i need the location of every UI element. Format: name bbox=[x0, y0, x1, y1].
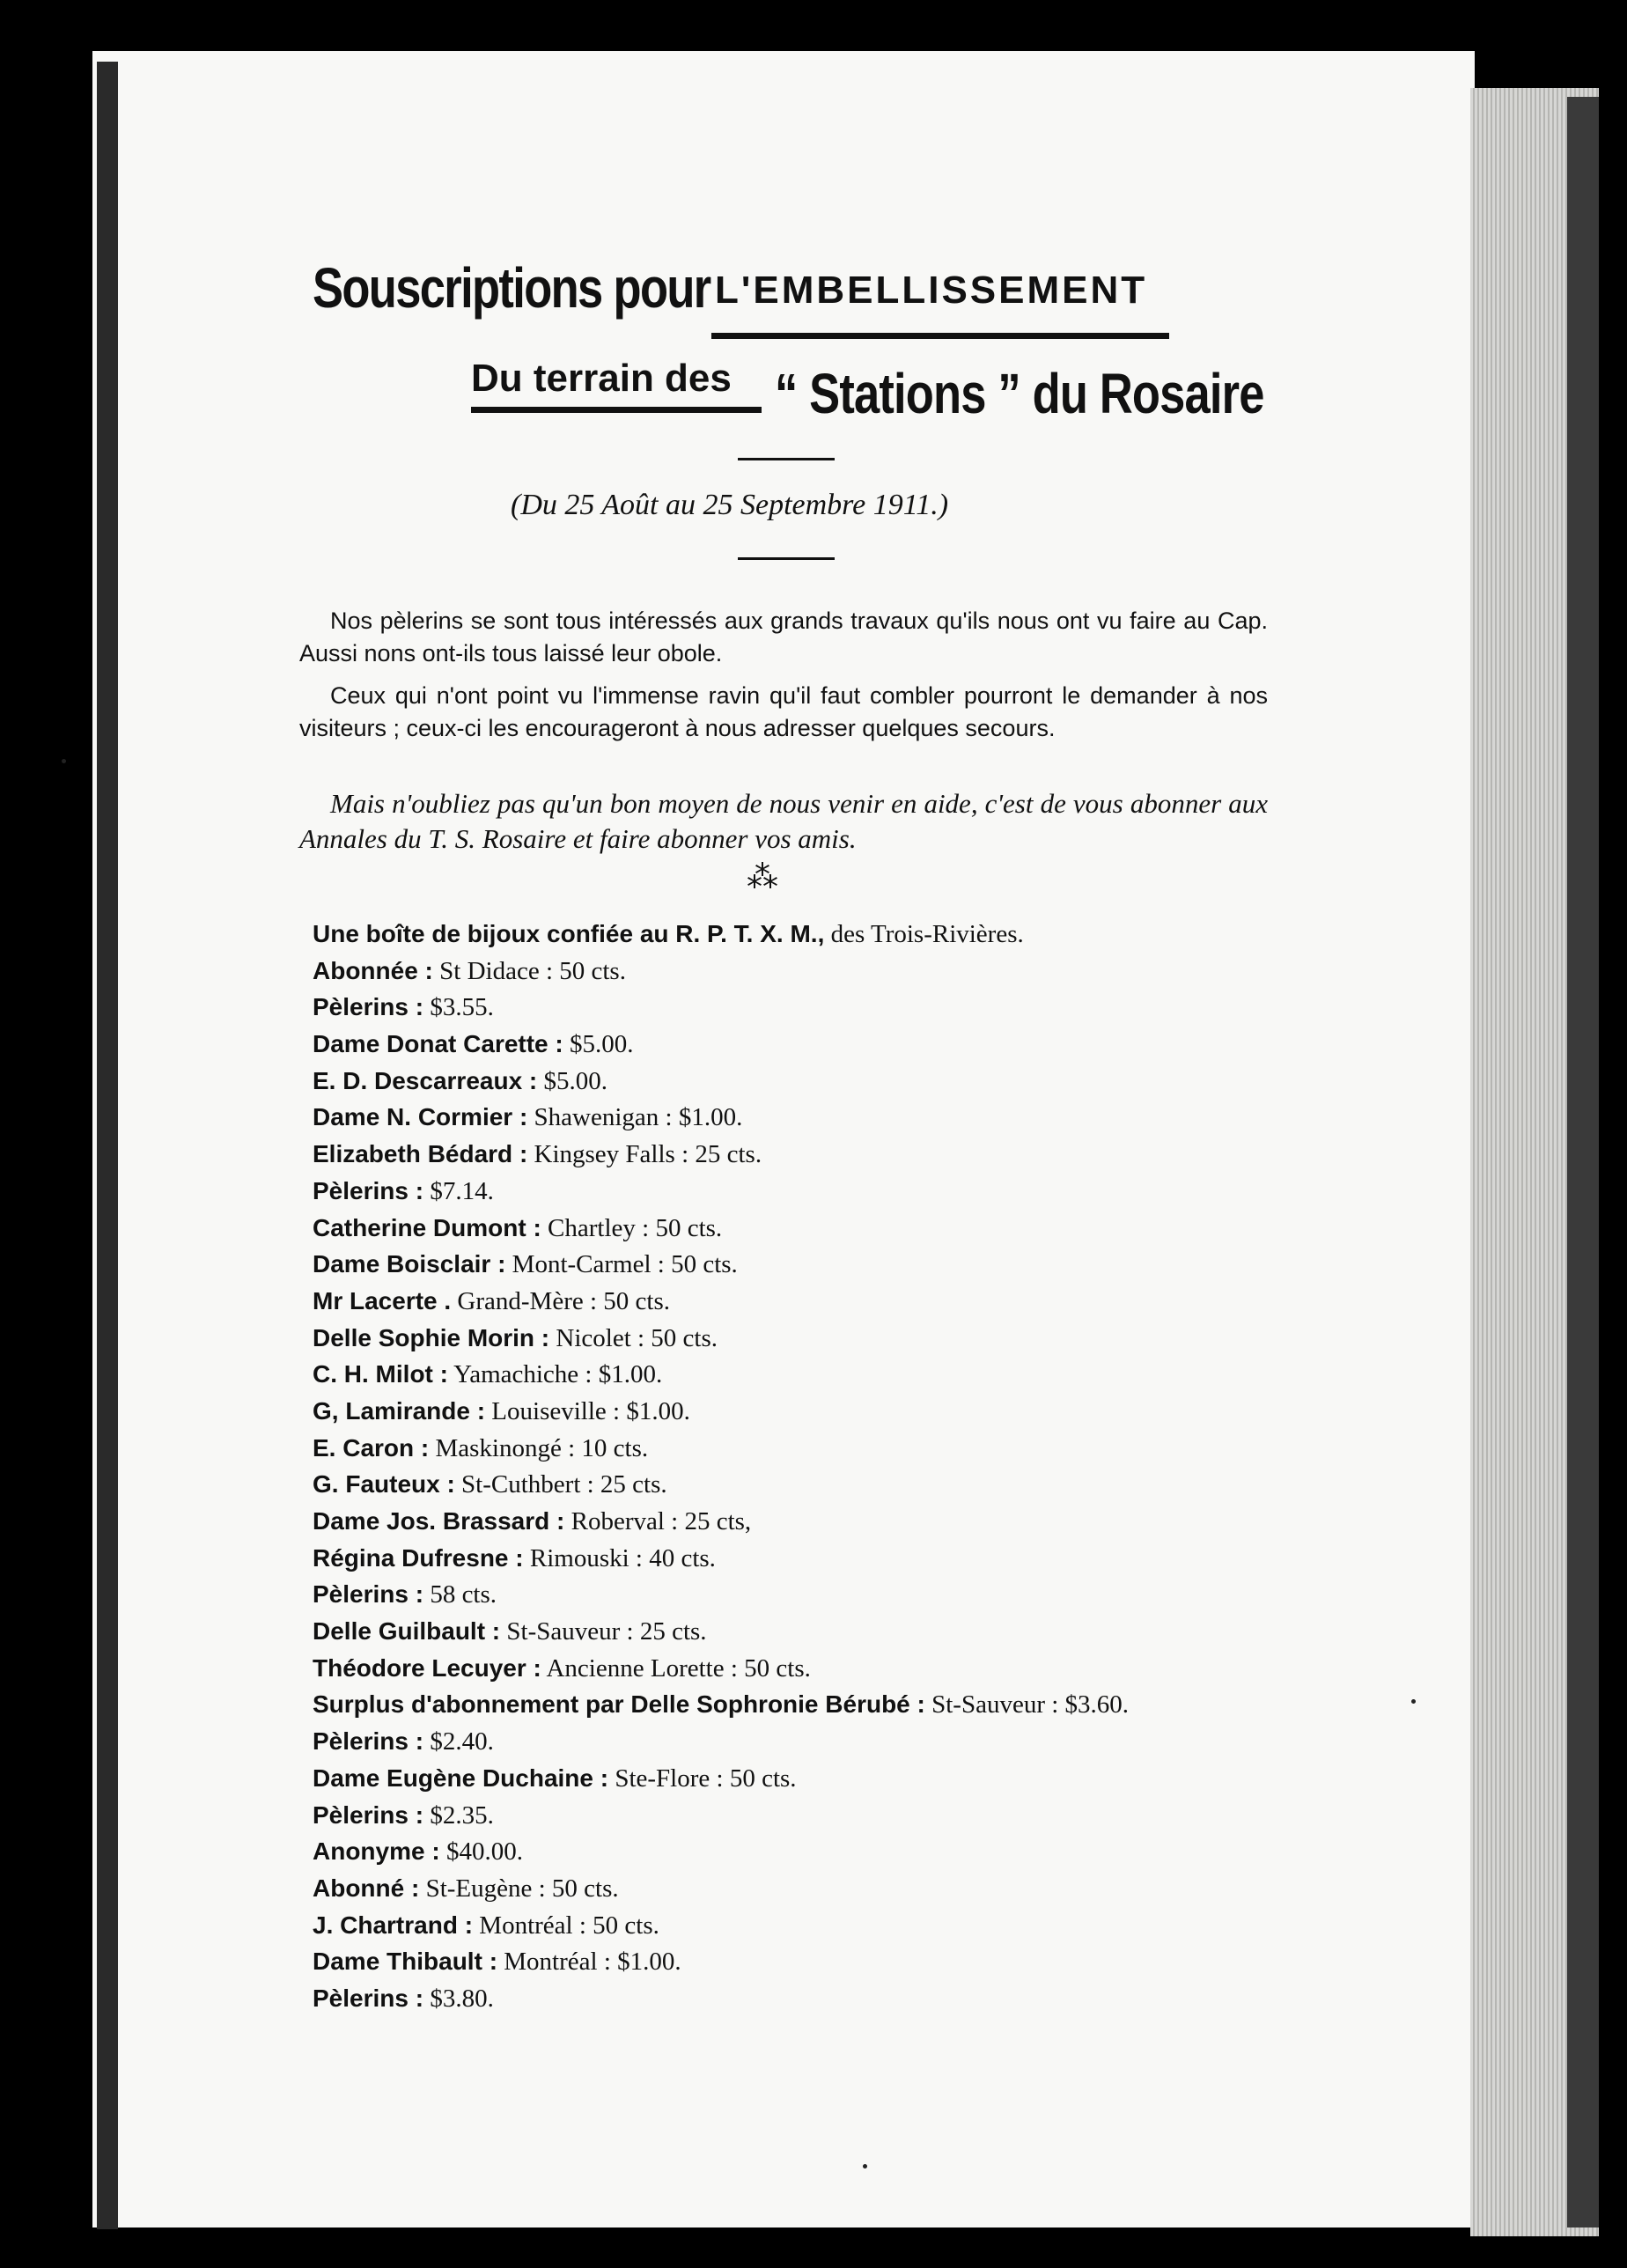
list-item bbox=[313, 1099, 1129, 1136]
list-item bbox=[313, 1650, 1129, 1687]
entry-detail: Yamachiche : $1.00. bbox=[447, 1360, 663, 1389]
entry-name: G, Lamirande : bbox=[313, 1396, 486, 1425]
list-item bbox=[313, 1283, 1129, 1320]
entry-name: Une boîte de bijoux confiée au R. P. T. X. M., bbox=[313, 920, 825, 947]
entry-detail: St Didace : 50 cts. bbox=[432, 956, 626, 985]
entry-name: Pèlerins : bbox=[313, 1580, 424, 1609]
list-item bbox=[313, 1760, 1129, 1797]
list-item bbox=[313, 1943, 1129, 1980]
entry-name: Surplus d'abonnement par Delle Sophronie Bérubé : bbox=[313, 1690, 925, 1719]
list-item bbox=[313, 1503, 1129, 1540]
entry-name: Pèlerins : bbox=[313, 1727, 424, 1756]
entry-detail: Montréal : $1.00. bbox=[497, 1948, 681, 1977]
entry-detail: Shawenigan : $1.00. bbox=[527, 1103, 743, 1132]
list-item bbox=[313, 1430, 1129, 1467]
list-item bbox=[313, 1136, 1129, 1173]
entry-detail: $2.35. bbox=[423, 1800, 494, 1830]
entry-name: Pèlerins : bbox=[313, 1984, 424, 2012]
entry-detail: St-Eugène : 50 cts. bbox=[419, 1874, 619, 1903]
asterism-divider: ⁂ bbox=[747, 859, 778, 895]
entry-name: G. Fauteux : bbox=[313, 1470, 455, 1498]
list-item bbox=[313, 1026, 1129, 1063]
list-item bbox=[313, 1540, 1129, 1577]
entry-detail: $7.14. bbox=[423, 1176, 494, 1205]
entry-detail: Grand-Mère : 50 cts. bbox=[451, 1286, 671, 1315]
list-item bbox=[313, 1210, 1129, 1247]
title-line2-right: “ Stations ” du Rosaire bbox=[775, 362, 1264, 425]
book-cover-edge bbox=[1567, 97, 1599, 2228]
entry-detail: Chartley : 50 cts. bbox=[541, 1213, 723, 1242]
entry-name: Dame Donat Carette : bbox=[313, 1030, 563, 1058]
entry-name: Abonné : bbox=[313, 1874, 420, 1902]
scan-speck bbox=[863, 2164, 867, 2169]
entry-detail: Maskinongé : 10 cts. bbox=[429, 1433, 649, 1462]
list-item bbox=[313, 1466, 1129, 1503]
list-item bbox=[313, 1576, 1129, 1613]
entry-name: Régina Dufresne : bbox=[313, 1543, 524, 1572]
entry-name: Pèlerins : bbox=[313, 1800, 424, 1829]
entry-detail: Rimouski : 40 cts. bbox=[523, 1543, 716, 1572]
entry-name: Delle Guilbault : bbox=[313, 1617, 501, 1646]
entry-name: E. Caron : bbox=[313, 1433, 430, 1462]
paragraph-ravine: Ceux qui n'ont point vu l'immense ravin qu'il faut combler pourront le demander à nos visiteurs ; ceux-ci les encourageront à nous adresser quelques secours. bbox=[299, 682, 1268, 741]
list-item bbox=[313, 953, 1129, 990]
entry-detail: $5.00. bbox=[563, 1030, 634, 1059]
entry-detail: Ste-Flore : 50 cts. bbox=[608, 1764, 797, 1793]
entry-detail: $40.00. bbox=[439, 1837, 523, 1867]
entry-detail: 58 cts. bbox=[423, 1580, 497, 1609]
entry-detail: $3.55. bbox=[423, 993, 494, 1022]
list-item bbox=[313, 1613, 1129, 1650]
title-line2-left: Du terrain des bbox=[471, 357, 732, 400]
title-line1-right: L'EMBELLISSEMENT bbox=[715, 269, 1148, 312]
entry-detail: Louiseville : $1.00. bbox=[485, 1396, 690, 1425]
list-item bbox=[313, 1320, 1129, 1357]
entry-name: Delle Sophie Morin : bbox=[313, 1323, 550, 1351]
list-item bbox=[313, 1063, 1129, 1100]
entry-name: Pèlerins : bbox=[313, 993, 424, 1021]
entry-name: Théodore Lecuyer : bbox=[313, 1653, 541, 1682]
paragraph-pilgrims: Nos pèlerins se sont tous intéressés aux grands travaux qu'ils nous ont vu faire au Cap. Aussi nons ont-ils tous laissé leur obole. bbox=[299, 608, 1268, 666]
entry-detail: St-Sauveur : $3.60. bbox=[924, 1690, 1130, 1719]
entry-detail: St-Sauveur : 25 cts. bbox=[500, 1617, 707, 1646]
entry-detail: $5.00. bbox=[537, 1066, 607, 1095]
entry-detail: $2.40. bbox=[423, 1727, 494, 1756]
list-item bbox=[313, 1246, 1129, 1283]
entry-detail: St-Cuthbert : 25 cts. bbox=[454, 1470, 667, 1499]
entry-name: C. H. Milot : bbox=[313, 1360, 448, 1388]
entry-name: Elizabeth Bédard : bbox=[313, 1140, 528, 1168]
subscription-list bbox=[313, 916, 1129, 2017]
list-item bbox=[313, 1173, 1129, 1210]
separator-rule-bottom bbox=[738, 557, 835, 560]
title-line1-left: Souscriptions pour bbox=[313, 256, 710, 320]
list-item bbox=[313, 1686, 1129, 1723]
list-item bbox=[313, 1393, 1129, 1430]
paragraph-subscribe: Mais n'oubliez pas qu'un bon moyen de nous venir en aide, c'est de vous abonner aux Annales du T. S. Rosaire et faire abonner vos amis. bbox=[299, 788, 1268, 854]
entry-name: Dame N. Cormier : bbox=[313, 1103, 528, 1131]
entry-detail: Roberval : 25 cts, bbox=[564, 1507, 752, 1535]
list-item bbox=[313, 1833, 1129, 1870]
date-range: (Du 25 Août au 25 Septembre 1911.) bbox=[511, 489, 949, 521]
entry-detail: Mont-Carmel : 50 cts. bbox=[505, 1250, 738, 1279]
entry-detail: Nicolet : 50 cts. bbox=[549, 1323, 718, 1352]
entry-name: Mr Lacerte . bbox=[313, 1286, 452, 1314]
entry-name: Dame Boisclair : bbox=[313, 1250, 506, 1278]
entry-name: Dame Thibault : bbox=[313, 1948, 498, 1976]
entry-name: Catherine Dumont : bbox=[313, 1213, 541, 1241]
list-item bbox=[313, 1980, 1129, 2017]
list-item bbox=[313, 916, 1129, 953]
entry-detail: $3.80. bbox=[423, 1984, 494, 2013]
title-underline-1 bbox=[711, 333, 1169, 339]
scan-speck bbox=[1411, 1699, 1416, 1704]
list-item bbox=[313, 1797, 1129, 1834]
entry-name: Anonyme : bbox=[313, 1837, 440, 1866]
scan-speck bbox=[62, 759, 66, 763]
entry-name: Abonnée : bbox=[313, 956, 433, 984]
entry-detail: Montréal : 50 cts. bbox=[473, 1911, 659, 1940]
list-item bbox=[313, 1870, 1129, 1907]
list-item bbox=[313, 1356, 1129, 1393]
list-item bbox=[313, 1907, 1129, 1944]
entry-name: Dame Jos. Brassard : bbox=[313, 1507, 565, 1535]
separator-rule-top bbox=[738, 458, 835, 460]
entry-detail: des Trois-Rivières. bbox=[824, 920, 1024, 948]
entry-name: E. D. Descarreaux : bbox=[313, 1066, 538, 1094]
list-item bbox=[313, 1723, 1129, 1760]
entry-detail: Kingsey Falls : 25 cts. bbox=[527, 1140, 762, 1169]
entry-detail: Ancienne Lorette : 50 cts. bbox=[541, 1653, 811, 1683]
title-underline-2 bbox=[471, 407, 762, 413]
entry-name: Dame Eugène Duchaine : bbox=[313, 1764, 609, 1792]
list-item bbox=[313, 989, 1129, 1026]
entry-name: J. Chartrand : bbox=[313, 1911, 474, 1939]
page-gutter-shadow bbox=[97, 62, 118, 2229]
entry-name: Pèlerins : bbox=[313, 1176, 424, 1204]
